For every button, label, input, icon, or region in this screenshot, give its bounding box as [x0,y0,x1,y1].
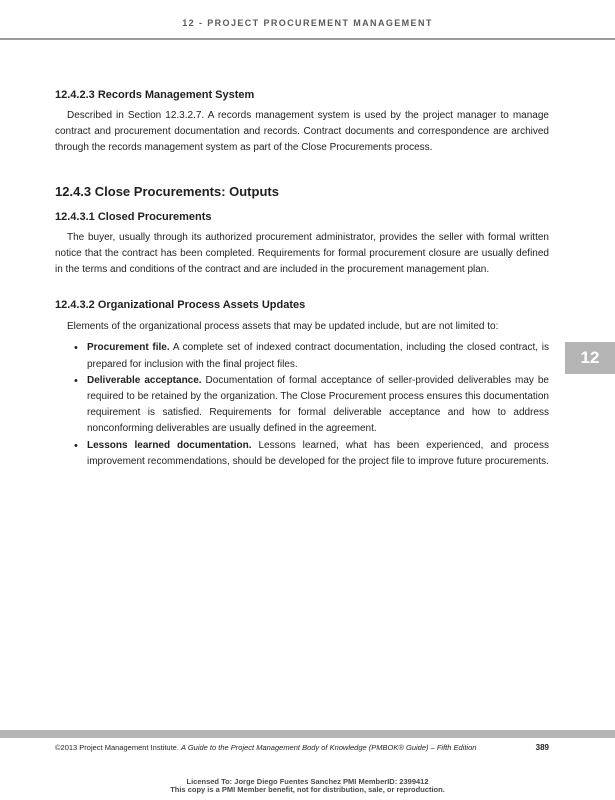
list-item [74,373,549,438]
page-content [55,82,549,470]
bullet-text: Documentation of formal acceptance of seller-provided deliverables may be required to be retained by the organization. The Close Procurement process ensures this documentation requirement is satisfied. Requirements for formal deliverable acceptance and how to address nonconforming deliverables are usually defined in the agreement. [87,374,549,435]
bullet-term: Lessons learned documentation. [87,439,252,451]
section-outputs [55,184,549,200]
license-line-2: This copy is a PMI Member benefit, not for distribution, sale, or reproduction. [170,785,445,794]
book-title: A Guide to the Project Management Body of Knowledge (PMBOK® Guide) – Fifth Edition [181,743,477,752]
bullet-term: Deliverable acceptance. [87,374,202,386]
section-closed-procurements [55,210,549,279]
paragraph: Elements of the organizational process assets that may be updated include, but are not limited to: [67,321,499,333]
section-heading: 12.4.3.2 Organizational Process Assets Updates [55,299,306,312]
running-header [0,0,615,40]
bullet-text: A complete set of indexed contract documentation, including the closed contract, is prepared for inclusion with the final project files. [87,342,549,370]
footer-rule [0,730,615,738]
paragraph: Described in Section 12.3.2.7. A records management system is used by the project manager to manage contract and procurement documentation and records. Contract documents and correspondence are archived through the records management system as part of the Close Procurements process. [55,110,549,154]
page-number: 389 [535,743,549,752]
bullet-term: Procurement file. [87,342,170,354]
running-title: 12 - PROJECT PROCUREMENT MANAGEMENT [182,18,433,28]
bullet-list [55,340,549,470]
license-line-1: Licensed To: Jorge Diego Fuentes Sanchez PMI MemberID: 2399412 [186,777,429,786]
paragraph: The buyer, usually through its authorized procurement administrator, provides the seller with formal written notice that the contract has been completed. Requirements for formal procurement closure are usually defined in the terms and conditions of the contract and are included in the procurement management plan. [55,231,549,276]
bullet-text: Lessons learned, what has been experienced, and process improvement recommendations, should be developed for the project file to improve future procurements. [87,439,549,467]
section-heading: 12.4.3.1 Closed Procurements [55,210,212,223]
bullet-icon: • [74,374,78,387]
bullet-icon: • [74,342,78,355]
copyright-text: ©2013 Project Management Institute. [55,743,179,752]
page-footer [55,743,549,752]
section-opa-updates [55,298,549,470]
chapter-tab: 12 [565,342,615,374]
list-item [74,438,549,470]
section-heading: 12.4.3 Close Procurements: Outputs [55,183,279,199]
section-heading: 12.4.2.3 Records Management System [55,89,255,101]
section-records-management [55,88,549,157]
license-notice [0,778,615,794]
bullet-icon: • [74,439,78,452]
list-item [74,340,549,372]
